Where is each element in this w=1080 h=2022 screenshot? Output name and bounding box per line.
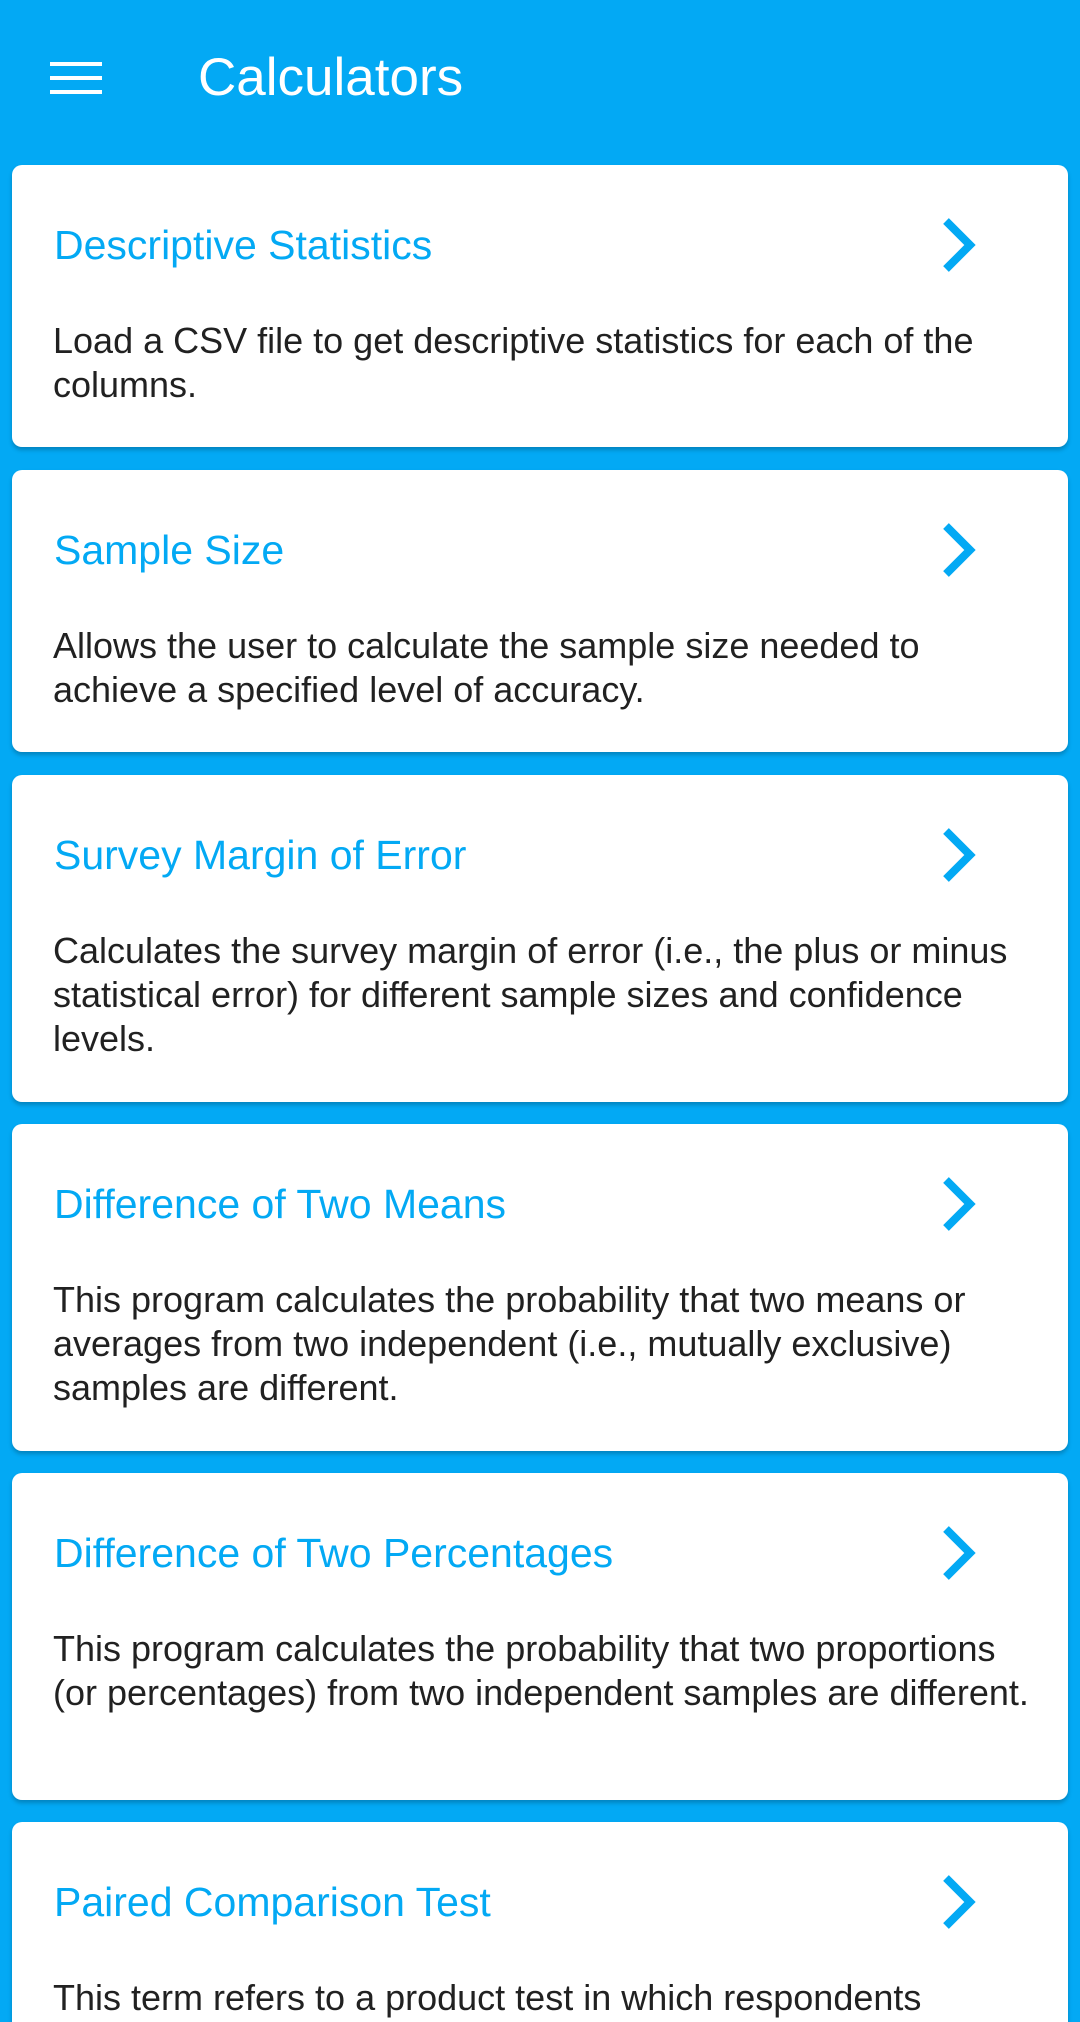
chevron-right-icon [930,1174,990,1234]
card-description: Allows the user to calculate the sample size needed to achieve a specified level of accuracy. [53,625,920,710]
app-bar [0,0,1080,156]
card-description: This term refers to a product test in which respondents [53,1977,922,2018]
calculator-card-difference-of-two-percentages[interactable] [12,1473,1068,1800]
calculator-card-descriptive-statistics[interactable] [12,165,1068,447]
card-description: Calculates the survey margin of error (i.e., the plus or minus statistical error) for different sample sizes and confidence levels. [53,930,1008,1059]
calculator-card-survey-margin-of-error[interactable] [12,775,1068,1102]
card-title: Sample Size [54,527,285,573]
calculator-card-sample-size[interactable] [12,470,1068,752]
calculator-card-difference-of-two-means[interactable] [12,1124,1068,1451]
card-description: This program calculates the probability that two means or averages from two independent (i.e., mutually exclusive) samples are different. [53,1279,966,1408]
chevron-right-icon [930,215,990,275]
page-title: Calculators [198,48,464,107]
card-title: Paired Comparison Test [54,1879,491,1925]
card-title: Difference of Two Percentages [54,1530,614,1576]
card-title: Difference of Two Means [54,1181,507,1227]
hamburger-menu-icon [50,60,102,96]
chevron-right-icon [930,1872,990,1932]
card-description: This program calculates the probability that two proportions (or percentages) from two independent samples are different. [53,1628,1029,1713]
card-description: Load a CSV file to get descriptive statistics for each of the columns. [53,320,974,405]
card-title: Survey Margin of Error [54,832,467,878]
menu-button[interactable] [36,46,116,110]
chevron-right-icon [930,825,990,885]
calculator-card-paired-comparison-test[interactable] [12,1822,1068,2022]
card-title: Descriptive Statistics [54,222,433,268]
chevron-right-icon [930,520,990,580]
chevron-right-icon [930,1523,990,1583]
